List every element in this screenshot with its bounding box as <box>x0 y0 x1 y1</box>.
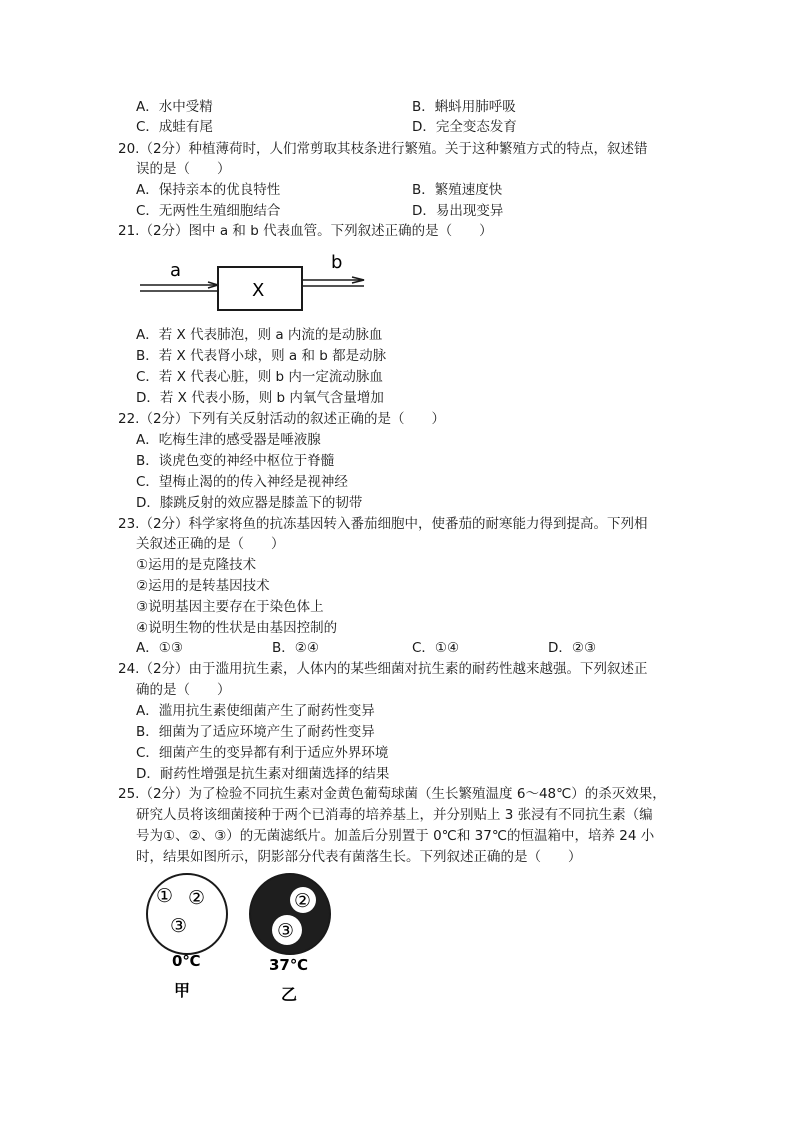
q20-option-b: B．繁殖速度快 <box>412 182 503 198</box>
q21-option-b: B．若 X 代表肾小球，则 a 和 b 都是动脉 <box>136 348 387 364</box>
q20-stem-line1: 20.（2分）种植薄荷时，人们常剪取其枝条进行繁殖。关于这种繁殖方式的特点，叙述错 <box>118 141 648 157</box>
q23-statement-3: ③说明基因主要存在于染色体上 <box>136 599 324 615</box>
q23-stem-line1: 23.（2分）科学家将鱼的抗冻基因转入番茄细胞中，使番茄的耐寒能力得到提高。下列相 <box>118 516 648 532</box>
q21-stem: 21.（2分）图中 a 和 b 代表血管。下列叙述正确的是（ ） <box>118 223 493 239</box>
label-x: X <box>252 280 265 301</box>
q19-option-c: C．成蛙有尾 <box>136 119 213 135</box>
q24-stem-line1: 24.（2分）由于滥用抗生素，人体内的某些细菌对抗生素的耐药性越来越强。下列叙述正 <box>118 661 648 677</box>
dish-jia-mark-1: ① <box>156 885 174 907</box>
q24-option-d: D．耐药性增强是抗生素对细菌选择的结果 <box>136 766 390 782</box>
dish-jia-mark-3: ③ <box>170 915 188 937</box>
q22-option-a: A．吃梅生津的感受器是唾液腺 <box>136 432 321 448</box>
q23-statement-1: ①运用的是克隆技术 <box>136 557 257 573</box>
q21-option-a: A．若 X 代表肺泡，则 a 内流的是动脉血 <box>136 327 383 343</box>
q24-option-c: C．细菌产生的变异都有利于适应外界环境 <box>136 745 389 761</box>
q23-statement-4: ④说明生物的性状是由基因控制的 <box>136 620 338 636</box>
q20-option-c: C．无两性生殖细胞结合 <box>136 203 281 219</box>
q19-option-d: D．完全变态发育 <box>412 119 517 135</box>
q24-option-b: B．细菌为了适应环境产生了耐药性变异 <box>136 724 375 740</box>
q25-stem-line1: 25.（2分）为了检验不同抗生素对金黄色葡萄球菌（生长繁殖温度 6～48℃）的杀灭效果， <box>118 786 666 802</box>
vessel-diagram <box>138 250 368 315</box>
q25-stem-line3: 号为①、②、③）的无菌滤纸片。加盖后分别置于 0℃和 37℃的恒温箱中，培养 24 小 <box>136 828 655 844</box>
q21-option-c: C．若 X 代表心脏，则 b 内一定流动脉血 <box>136 369 383 385</box>
dish-jia-temp: 0℃ <box>172 952 201 970</box>
q25-stem-line2: 研究人员将该细菌接种于两个已消毒的培养基上，并分别贴上 3 张浸有不同抗生素（编 <box>136 807 653 823</box>
q22-option-d: D．膝跳反射的效应器是膝盖下的韧带 <box>136 495 363 511</box>
q25-stem-line4: 时，结果如图所示，阴影部分代表有菌落生长。下列叙述正确的是（ ） <box>136 849 582 865</box>
q19-option-a: A．水中受精 <box>136 99 213 115</box>
petri-dish-yi <box>245 872 345 1012</box>
q23-option-d: D．②③ <box>548 640 597 656</box>
q23-option-c: C．①④ <box>412 640 460 656</box>
q21-option-d: D．若 X 代表小肠，则 b 内氧气含量增加 <box>136 390 384 406</box>
q23-stem-line2: 关叙述正确的是（ ） <box>136 536 285 552</box>
q23-option-b: B．②④ <box>272 640 319 656</box>
q22-stem: 22.（2分）下列有关反射活动的叙述正确的是（ ） <box>118 411 446 427</box>
label-a: a <box>170 260 182 281</box>
dish-yi-temp: 37℃ <box>269 956 309 974</box>
q20-stem-line2: 误的是（ ） <box>136 161 231 177</box>
dish-yi-mark-2: ② <box>294 890 312 912</box>
dish-jia-name: 甲 <box>174 981 191 1000</box>
dish-yi-mark-3: ③ <box>277 920 295 942</box>
q20-option-d: D．易出现变异 <box>412 203 504 219</box>
q22-option-b: B．谈虎色变的神经中枢位于脊髓 <box>136 453 335 469</box>
q23-statement-2: ②运用的是转基因技术 <box>136 578 270 594</box>
petri-dish-jia <box>138 872 238 1012</box>
dish-yi-name: 乙 <box>281 985 298 1004</box>
q19-option-b: B．蝌蚪用肺呼吸 <box>412 99 516 115</box>
q24-option-a: A．滥用抗生素使细菌产生了耐药性变异 <box>136 703 375 719</box>
q23-option-a: A．①③ <box>136 640 183 656</box>
q20-option-a: A．保持亲本的优良特性 <box>136 182 281 198</box>
q22-option-c: C．望梅止渴的的传入神经是视神经 <box>136 474 348 490</box>
dish-jia-mark-2: ② <box>188 887 206 909</box>
q24-stem-line2: 确的是（ ） <box>136 682 231 698</box>
label-b: b <box>331 252 343 273</box>
